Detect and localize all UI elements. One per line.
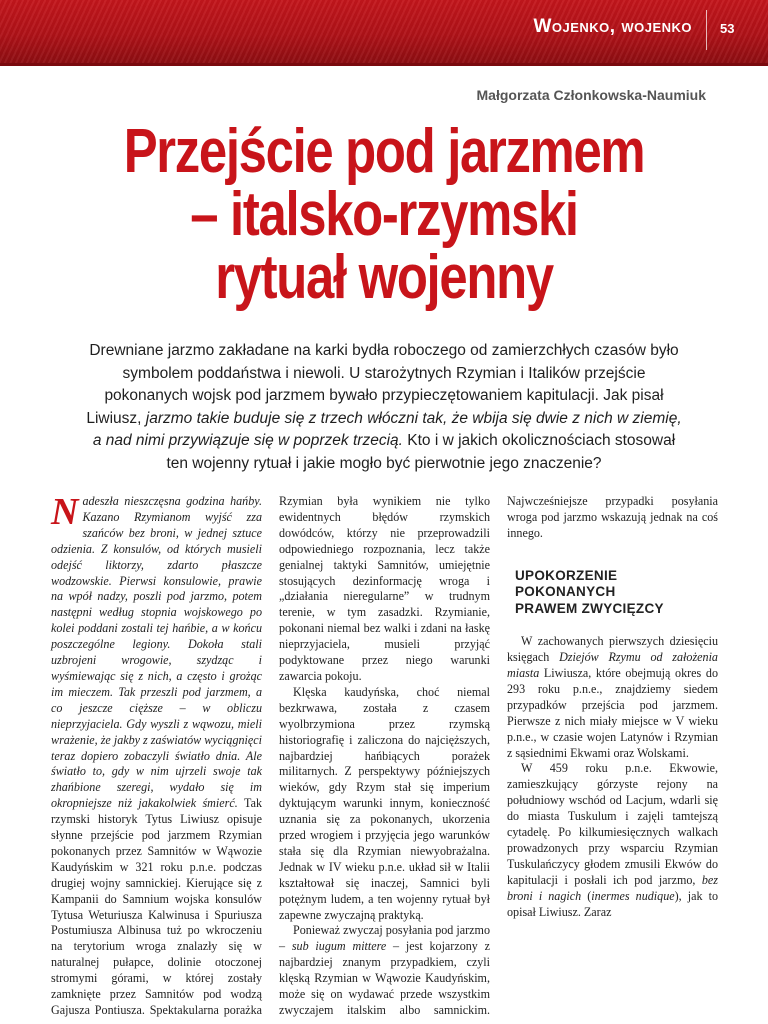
article-body bbox=[51, 491, 718, 1024]
paragraph-text: W 459 roku p.n.e. Ekwowie, zamieszkujący górzyste rejony na południowy wschód od Lacjum, wdarli się do miasta Tuskulum i zajęli tamtejszą cytadelę. Po kilkumiesięcznych walkach prowadzonych przy wsparciu Rzymian Tuskulańczycy głodem zmusili Ekwów do kapitulacji i posłali ich pod jarzmo, bbox=[507, 761, 718, 887]
article-title bbox=[94, 117, 675, 312]
lead-line bbox=[60, 430, 708, 453]
lead-quote: jarzmo takie buduje się z trzech włóczni tak, że wbija się dwie z nich w ziemię, bbox=[145, 409, 682, 427]
title-line: – italsko-rzymski bbox=[190, 180, 578, 249]
lead-line: pokonanych wojsk pod jarzmem bywało przypieczętowaniem kapitulacji. Jak pisał bbox=[104, 387, 664, 405]
paragraph: Klęska kaudyńska, choć niemal bezkrwawa, została z czasem wyolbrzymiona przez rzymską historiografię i zaliczona do najcięższych, najbardziej hańbiących porażek militarnych. Z perspektywy późniejszych wieków, gdy Rzym stał się imperium dyktującym warunki innym, konieczność uznania się za pokonanych, ukorzenia przed wrogiem i przyjęcia jego warunków stała się dla Rzymian niewyobrażalna. Jednak w IV wieku p.n.e. układ sił w Italii kształtował się inaczej, Samnici byli potężnym ludem, a ten wojenny rytuał był zapewne zwyczajną praktyką. bbox=[279, 684, 490, 922]
title-line: Przejście pod jarzmem bbox=[123, 117, 645, 186]
section-title: Wojenko, wojenko bbox=[533, 16, 692, 37]
paragraph-text: Tak rzymski historyk Tytus Liwiusz opisuje słynne przejście pod jarzmem Rzymian pokonanych przez Samnitów w Wąwozie Kaudyńskim w 321 roku p.n.e. podczas drugiej wojny samnickiej. Kierujące się z Kampanii do Samnium wojska konsulów Tytusa Weturiusza Kalwinusa i Spuriusza Postumiusza Albinusa tuż po wkroczeniu na terytorium wroga znalazły się w naturalnej pułapce, dolinie otoczonej stromymi górami, w której zostały zamknięte przez Samnitów pod wodzą Gajusza Pontiusza. Spektakularna porażka Rzymian była wynikiem nie tylko ewidentnych błędów rzymskich dowódców, którzy nie przeprowadzili odpowiedniego rozpoznania, lecz także genialnej taktyki Samnitów, umiejętnie stosujących dezinformację wroga i „działania nieregularne” w trudnym terenie, w tym zasadzki. Rzymianie, pokonani niemal bez walki i zdani na łaskę nieprzyjaciela, musieli przyjąć podyktowane przez niego warunki zawarcia pokoju. bbox=[51, 494, 490, 1017]
lead-line bbox=[60, 408, 708, 431]
article-lead bbox=[60, 340, 708, 476]
paragraph-text: Liwiusza, które obejmują okres do 293 roku p.n.e., znajdziemy siedem przypadków przejścia pod jarzmem. Pierwsze z nich miały miejsce w V wieku p.n.e., w czasie wojen Latynów i Rzymian z sąsiednimi Ekwami oraz Wolskami. bbox=[507, 666, 718, 760]
paragraph-text: W zachowanych pierwszych dziesięciu księgach bbox=[507, 634, 718, 665]
subhead-line: PRAWEM ZWYCIĘZCY bbox=[515, 600, 664, 616]
lead-line: ten wojenny rytuał i jakie mogło być pierwotnie jego znaczenie? bbox=[166, 454, 602, 472]
section-subheading bbox=[515, 568, 718, 618]
book-title: Dziejów Rzymu od założenia miasta bbox=[507, 650, 718, 681]
header-band bbox=[0, 0, 768, 66]
paragraph-text: Ponieważ zwyczaj posyłania pod jarzmo – bbox=[279, 923, 490, 954]
intro-text: adeszła nieszczęsna godzina hańby. Kazano Rzymianom wyjść zza szańców bez broni, w jednej sztuce odzienia. Z konsulów, od których musieli odejść liktorzy, zdarto płaszcze wodzowskie. Pierwsi konsulowie, prawie na wpół nadzy, poszli pod jarzmo, potem następni według stopnia wojskowego po kolei poddani zostali tej hańbie, a w końcu poszczególne legiony. Dokoła stali uzbrojeni wrogowie, szydząc i wyśmiewając się z nich, a często i grożąc im mieczem. Tak przeszli pod jarzmem, a co jeszcze cięższe – w obliczu nieprzyjaciela. Gdy wyszli z wąwozu, mieli wrażenie, że jakby z zaświatów wyciągnięci teraz dopiero zobaczyli światło dnia. Ale światło to, gdy w nim ujrzeli swoje tak zhańbione szeregi, wydało się im okropniejsze niż jakakolwiek śmierć. bbox=[51, 494, 262, 811]
subhead-line: UPOKORZENIE bbox=[515, 567, 618, 583]
lead-line: symbolem poddaństwa i niewoli. U starożytnych Rzymian i Italików przejście bbox=[122, 364, 646, 382]
subhead-line: POKONANYCH bbox=[515, 584, 616, 600]
lead-text: Liwiusz, bbox=[86, 409, 146, 427]
lead-line: Drewniane jarzmo zakładane na karki bydła roboczego od zamierzchłych czasów było bbox=[89, 342, 679, 359]
drop-cap: N bbox=[51, 491, 79, 533]
page-number: 53 bbox=[720, 21, 735, 36]
paragraph bbox=[507, 634, 718, 761]
lead-quote: a nad nimi przywiązuje się w poprzek trzecią. bbox=[92, 432, 403, 450]
paragraph-text: ), jak to opisał Liwiusz. Zaraz bbox=[507, 888, 718, 919]
lead-text: Kto i w jakich okolicznościach stosował bbox=[402, 432, 676, 450]
quote-phrase: bez broni i nagich bbox=[507, 872, 718, 903]
latin-phrase: inermes nudique bbox=[591, 888, 675, 903]
paragraph bbox=[507, 761, 718, 920]
header-divider bbox=[706, 10, 707, 50]
author-byline: Małgorzata Członkowska-Naumiuk bbox=[476, 87, 706, 103]
paragraph-text: – jest kojarzony z najbardziej znanym przypadkiem, czyli klęską Rzymian w Wąwozie Kaudyńskim, może się on wydawać przede wszystkim zwyczajem italskim albo samnickim. Najwcześniejsze przypadki posyłania wroga pod jarzmo wskazują jednak na coś innego. bbox=[279, 494, 718, 1017]
title-line: rytuał wojenny bbox=[215, 243, 553, 312]
paragraph-text: ( bbox=[581, 888, 592, 903]
latin-phrase: sub iugum mittere bbox=[291, 939, 387, 954]
